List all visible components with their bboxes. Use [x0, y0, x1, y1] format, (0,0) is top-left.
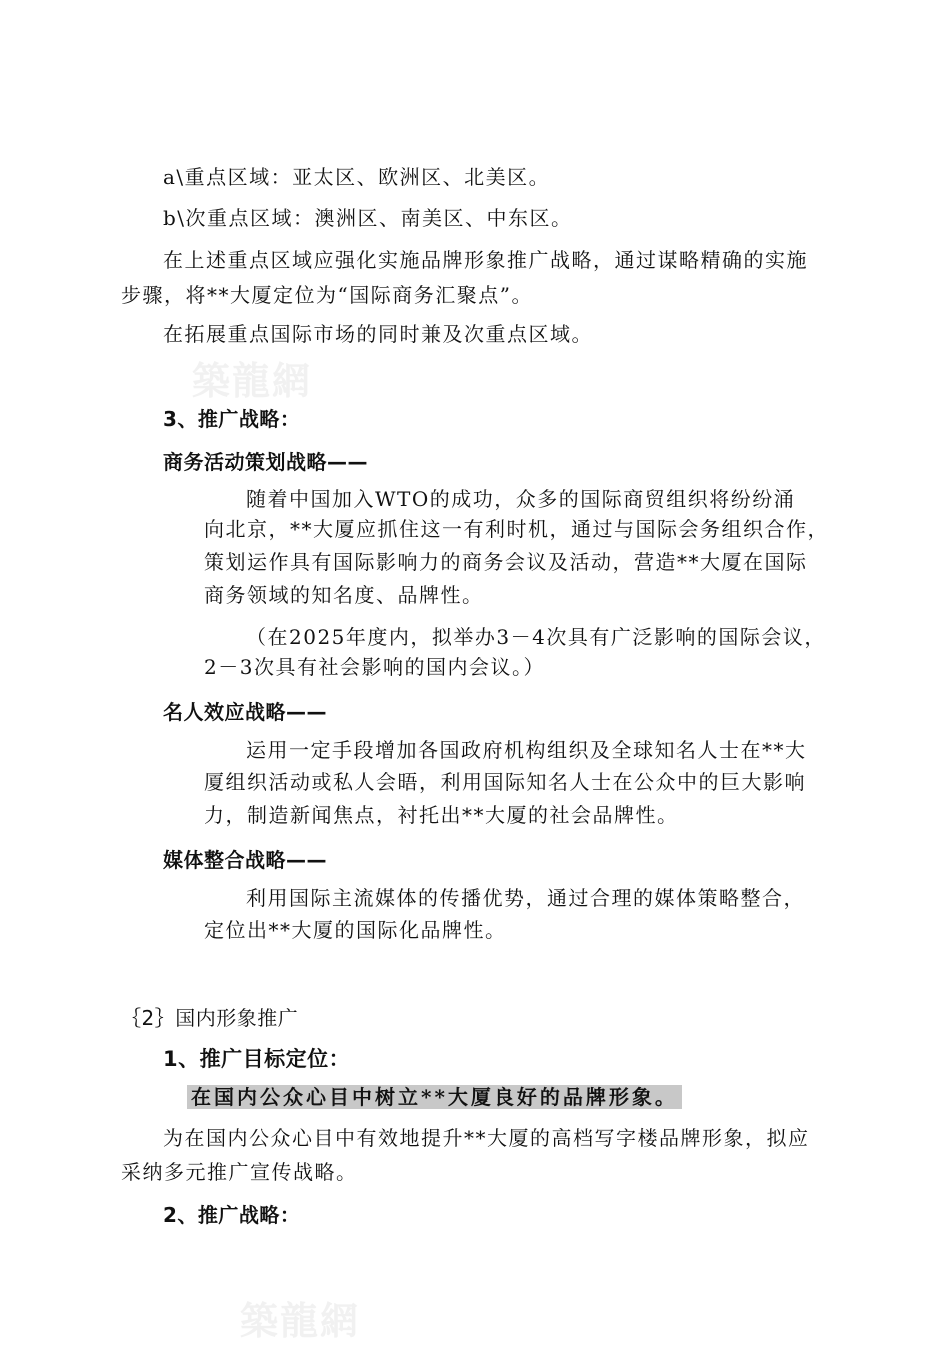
highlighted-goal: 在国内公众心目中树立**大厦良好的品牌形象。: [187, 1085, 682, 1109]
paragraph-line: 厦组织活动或私人会晤，利用国际知名人士在公众中的巨大影响: [204, 770, 806, 794]
strategy-heading: 媒体整合战略——: [163, 848, 327, 872]
paragraph-line: 力，制造新闻焦点，衬托出**大厦的社会品牌性。: [204, 803, 679, 827]
strategy-heading: 商务活动策划战略——: [163, 450, 368, 474]
paragraph-line: （在2025年度内，拟举办3－4次具有广泛影响的国际会议，: [246, 625, 826, 649]
subsection-heading: ｛2｝国内形象推广: [121, 1006, 299, 1030]
paragraph-line: 随着中国加入WTO的成功，众多的国际商贸组织将纷纷涌: [246, 487, 796, 511]
paragraph-line: 定位出**大厦的国际化品牌性。: [204, 918, 507, 942]
paragraph-line: 商务领域的知名度、品牌性。: [204, 583, 484, 607]
paragraph-line: 为在国内公众心目中有效地提升**大厦的高档写字楼品牌形象，拟应: [163, 1126, 810, 1150]
region-secondary: b\次重点区域：澳洲区、南美区、中东区。: [163, 206, 573, 230]
section-heading: 2、推广战略：: [163, 1203, 301, 1227]
watermark: 築龍網: [192, 358, 313, 403]
paragraph-line: 在拓展重点国际市场的同时兼及次重点区域。: [163, 322, 593, 346]
region-primary: a\重点区域：亚太区、欧洲区、北美区。: [163, 165, 551, 189]
paragraph-line: 2－3次具有社会影响的国内会议。）: [204, 655, 545, 679]
paragraph-line: 运用一定手段增加各国政府机构组织及全球知名人士在**大: [246, 738, 807, 762]
paragraph-line: 策划运作具有国际影响力的商务会议及活动，营造**大厦在国际: [204, 550, 808, 574]
paragraph-line: 向北京，**大厦应抓住这一有利时机，通过与国际会务组织合作，: [204, 517, 829, 541]
watermark: 築龍網: [240, 1298, 361, 1343]
section-heading: 3、推广战略：: [163, 407, 301, 431]
paragraph-line: 利用国际主流媒体的传播优势，通过合理的媒体策略整合，: [246, 886, 805, 910]
section-heading: 1、推广目标定位：: [163, 1047, 351, 1071]
paragraph-line: 采纳多元推广宣传战略。: [121, 1160, 358, 1184]
strategy-heading: 名人效应战略——: [163, 700, 327, 724]
paragraph-line: 步骤，将**大厦定位为“国际商务汇聚点”。: [121, 283, 533, 307]
paragraph-line: 在上述重点区域应强化实施品牌形象推广战略，通过谋略精确的实施: [163, 248, 808, 272]
